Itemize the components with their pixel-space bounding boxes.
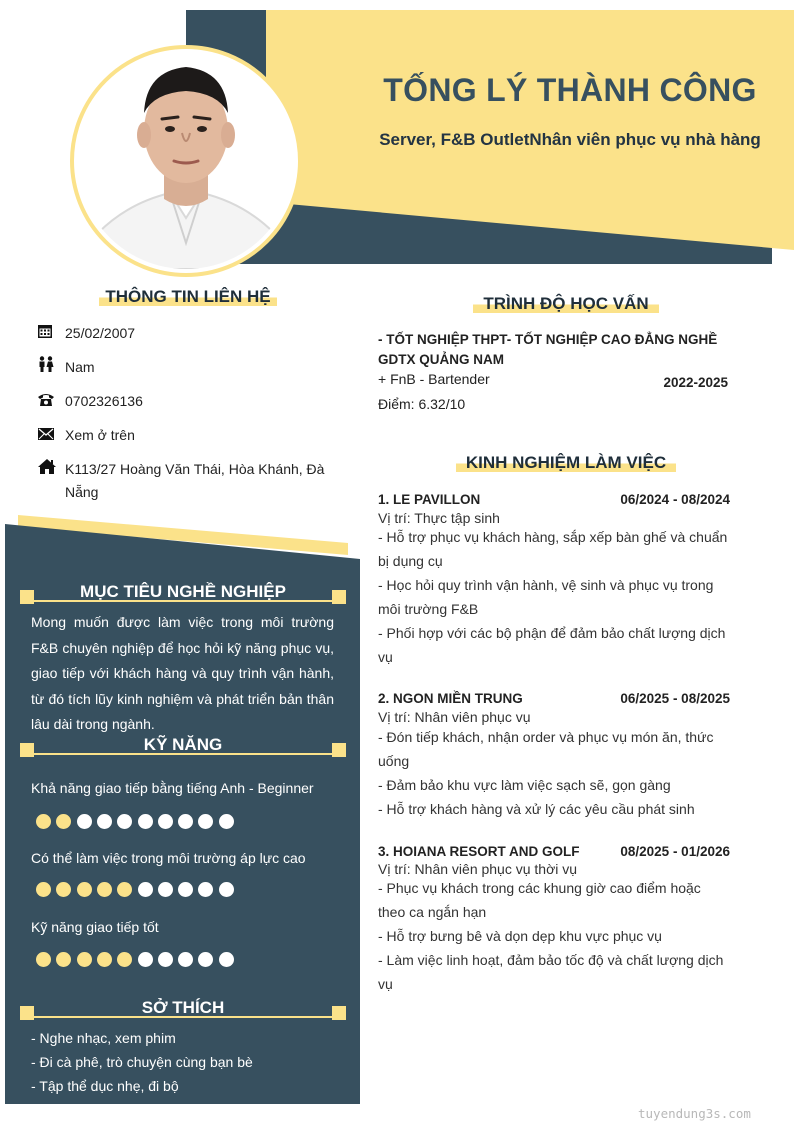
hobbies-title-band xyxy=(20,998,346,1020)
education-major: + FnB - Bartender xyxy=(378,371,490,387)
contact-email-text: Xem ở trên xyxy=(65,427,135,443)
contact-email xyxy=(38,424,338,448)
contact-section-title: THÔNG TIN LIÊN HỆ xyxy=(38,287,338,307)
rating-dot-filled xyxy=(36,952,51,967)
rating-dot-empty xyxy=(138,814,153,829)
job-duty: - Hỗ trợ bưng bê và dọn dẹp khu vực phục vụ xyxy=(378,928,662,944)
contact-gender-text: Nam xyxy=(65,359,95,375)
education-entry xyxy=(378,330,738,412)
rating-dot-empty xyxy=(178,952,193,967)
skills-title-band xyxy=(20,735,346,757)
job-duty: - Đón tiếp khách, nhận order và phục vụ món ăn, thức uống xyxy=(378,729,714,769)
skills-title: KỸ NĂNG xyxy=(143,735,223,754)
phone-icon xyxy=(38,390,56,406)
rating-dot-empty xyxy=(158,882,173,897)
job-duty: - Hỗ trợ phục vụ khách hàng, sắp xếp bàn ghế và chuẩn bị dụng cụ xyxy=(378,529,728,569)
home-icon xyxy=(38,458,56,474)
job-company: 3. HOIANA RESORT AND GOLF xyxy=(378,844,580,859)
education-major-row xyxy=(378,371,738,395)
job-company: 2. NGON MIỀN TRUNG xyxy=(378,691,523,706)
rating-dot-filled xyxy=(77,952,92,967)
job-duty: - Phối hợp với các bộ phận để đảm bảo chất lượng dịch vụ xyxy=(378,625,726,665)
job-duty: - Làm việc linh hoạt, đảm bảo tốc độ và chất lượng dịch vụ xyxy=(378,952,724,992)
skill-name: Khả năng giao tiếp bằng tiếng Anh - Beginner xyxy=(31,780,314,796)
education-section-title: TRÌNH ĐỘ HỌC VẤN xyxy=(378,294,754,314)
job-duty: - Hỗ trợ khách hàng và xử lý các yêu cầu phát sinh xyxy=(378,801,695,817)
rating-dot-empty xyxy=(138,882,153,897)
skill-name: Có thể làm việc trong môi trường áp lực cao xyxy=(31,850,306,866)
objective-title: MỤC TIÊU NGHỀ NGHIỆP xyxy=(80,582,286,601)
gender-icon xyxy=(38,356,56,372)
avatar xyxy=(70,45,302,277)
rating-dot-empty xyxy=(158,952,173,967)
contact-phone-text: 0702326136 xyxy=(65,393,143,409)
contact-phone xyxy=(38,390,338,414)
job-company: 1. LE PAVILLON xyxy=(378,492,481,507)
job-header xyxy=(378,492,730,507)
rating-dot-filled xyxy=(77,882,92,897)
job-position: Vị trí: Nhân viên phục vụ thời vụ xyxy=(378,861,578,877)
watermark: tuyendung3s.com xyxy=(638,1106,751,1121)
hobby-item: - Nghe nhạc, xem phim xyxy=(31,1030,176,1046)
rating-dot-empty xyxy=(219,952,234,967)
rating-dot-filled xyxy=(97,952,112,967)
portrait-illustration xyxy=(78,53,294,269)
objective-text: Mong muốn được làm việc trong môi trường F&B chuyên nghiệp để học hỏi kỹ năng phục vụ, giao tiếp với khách hàng và quy trình vận hành, từ đó tích lũy kinh nghiệm và phát triển bản thân lâu dài trong ngành. xyxy=(31,614,334,732)
contact-dob xyxy=(38,322,338,346)
rating-dot-filled xyxy=(36,814,51,829)
experience-section-title: KINH NGHIỆM LÀM VIỆC xyxy=(378,453,754,473)
hobby-item: - Đi cà phê, trò chuyện cùng bạn bè xyxy=(31,1054,253,1070)
rating-dot-filled xyxy=(97,882,112,897)
hobbies-title: SỞ THÍCH xyxy=(141,998,225,1017)
calendar-icon xyxy=(38,322,56,338)
job-header xyxy=(378,691,730,706)
contact-gender xyxy=(38,356,338,380)
rating-dot-filled xyxy=(36,882,51,897)
mail-icon xyxy=(38,424,56,440)
job-duty: - Học hỏi quy trình vận hành, vệ sinh và phục vụ trong môi trường F&B xyxy=(378,577,714,617)
education-score: Điểm: 6.32/10 xyxy=(378,396,466,412)
candidate-role: Server, F&B OutletNhân viên phục vụ nhà hàng xyxy=(379,130,761,149)
job-position: Vị trí: Thực tập sinh xyxy=(378,510,500,526)
job-position: Vị trí: Nhân viên phục vụ xyxy=(378,709,531,725)
objective-title-band xyxy=(20,582,346,604)
job-duty: - Phục vụ khách trong các khung giờ cao điểm hoặc theo ca ngắn hạn xyxy=(378,880,701,920)
job-period: 06/2025 - 08/2025 xyxy=(620,691,730,706)
education-school: - TỐT NGHIỆP THPT- TỐT NGHIỆP CAO ĐẲNG NGHỀ GDTX QUẢNG NAM xyxy=(378,332,718,367)
rating-dot-empty xyxy=(138,952,153,967)
job-period: 06/2024 - 08/2024 xyxy=(620,492,730,507)
rating-dot-empty xyxy=(219,882,234,897)
rating-dot-empty xyxy=(158,814,173,829)
job-period: 08/2025 - 01/2026 xyxy=(620,844,730,859)
rating-dot-empty xyxy=(77,814,92,829)
hobby-item: - Tập thể dục nhẹ, đi bộ xyxy=(31,1078,179,1094)
contact-address-text: K113/27 Hoàng Văn Thái, Hòa Khánh, Đà Nẵng xyxy=(65,461,325,500)
job-duty: - Đảm bảo khu vực làm việc sạch sẽ, gọn gàng xyxy=(378,777,671,793)
rating-dot-empty xyxy=(219,814,234,829)
education-period: 2022-2025 xyxy=(663,375,728,390)
candidate-name: TỐNG LÝ THÀNH CÔNG xyxy=(383,72,757,108)
contact-dob-text: 25/02/2007 xyxy=(65,325,136,341)
rating-dot-empty xyxy=(178,814,193,829)
skill-name: Kỹ năng giao tiếp tốt xyxy=(31,919,159,935)
rating-dot-empty xyxy=(97,814,112,829)
rating-dot-empty xyxy=(178,882,193,897)
contact-address xyxy=(38,458,338,506)
